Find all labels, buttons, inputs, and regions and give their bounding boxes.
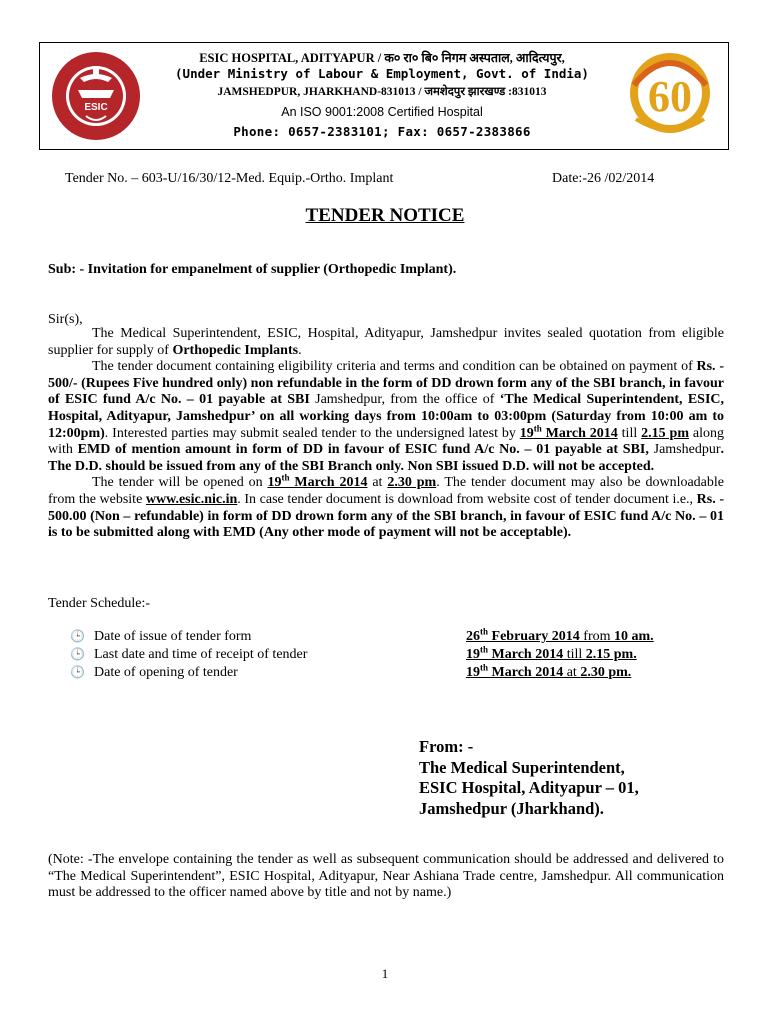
bold-span: ‘The Medical Superintendent, ESIC, Hospital, Adityapur, Jamshedpur’ on all working days from 10:00am to 03:00pm (Saturday from 10:00 am to 12:00pm) xyxy=(48,392,725,441)
header-line-1: ESIC HOSPITAL, ADITYAPUR / क० रा० बि० निगम अस्पताल, आदित्यपुर, xyxy=(199,51,565,65)
schedule-value xyxy=(466,644,637,663)
note-paragraph: (Note: -The envelope containing the tender as well as subsequent communication should be addressed and delivered to “The Medical Superintendent”, ESIC Hospital, Adityapur, Near Ashiana Trade centre, Jamshedpur. All communication must be addressed to the officer named above by title and not by name.) xyxy=(48,852,724,901)
website-link[interactable]: www.esic.nic.in xyxy=(145,491,238,507)
salutation: Sir(s), xyxy=(48,312,83,327)
date-suffix: th xyxy=(480,626,489,637)
schedule-label: Last date and time of receipt of tender xyxy=(94,647,308,662)
page-title: TENDER NOTICE xyxy=(305,205,465,226)
time: 2.15 pm. xyxy=(585,647,637,662)
connector: from xyxy=(579,629,614,644)
text-span: Jamshedpur, from the office of xyxy=(309,392,500,408)
from-label: From: - xyxy=(419,737,474,756)
bold-span: . The D.D. should be issued from any of the SBI Branch only. Non SBI issued D.D. will not be accepted. xyxy=(48,442,725,474)
schedule-value xyxy=(466,662,632,681)
text-span: . In case tender document is download from website cost of tender document i.e., xyxy=(237,491,697,507)
text-span: The tender document containing eligibility criteria and terms and condition can be obtained on payment of xyxy=(92,359,697,375)
schedule-row xyxy=(70,644,690,665)
date-suffix: th xyxy=(480,644,489,655)
clock-icon: 🕒 xyxy=(70,665,85,679)
bold-span: Rs. - 500.00 (Non – refundable) in form of DD drown form any of the SBI branch, in favour of ESIC fund A/c No. – 01 is to be submitted along with EMD (Any other mode of payment will not be acceptable). xyxy=(48,491,724,541)
date-rest: March 2014 xyxy=(289,475,368,491)
date-rest: March 2014 xyxy=(488,647,564,662)
header-line-2: (Under Ministry of Labour & Employment, Govt. of India) xyxy=(175,66,589,81)
text-span: at xyxy=(367,475,388,491)
subject-line: Sub: - Invitation for empanelment of supplier (Orthopedic Implant). xyxy=(48,262,457,277)
tender-date: Date:-26 /02/2014 xyxy=(552,171,655,186)
time: 2.30 pm. xyxy=(580,665,632,680)
date-suffix: th xyxy=(281,472,290,483)
schedule-title: Tender Schedule:- xyxy=(48,596,151,611)
text-span: . xyxy=(298,342,302,358)
bold-span: Rs. - 500/- (Rupees Five hundred only) non refundable in the form of DD drown form any of the SBI branch, in favour of ESIC fund A/c No. – 01 payable at SBI xyxy=(48,359,724,408)
bold-span: Orthopedic Implants xyxy=(172,342,299,358)
bold-span: EMD of mention amount in form of DD in favour of ESIC fund A/c No. – 01 payable at SBI, xyxy=(77,442,649,458)
text-span: The tender will be opened on xyxy=(92,475,268,491)
text-span: till xyxy=(617,425,642,441)
schedule-label: Date of issue of tender form xyxy=(94,629,252,644)
notice-body xyxy=(48,326,724,542)
from-block xyxy=(419,737,639,819)
text-span: . Interested parties may submit sealed tender to the undersigned latest by xyxy=(104,425,520,441)
date-rest: February 2014 xyxy=(488,629,580,644)
date-suffix: th xyxy=(533,422,542,433)
receipt-date xyxy=(519,422,618,441)
from-address-1: ESIC Hospital, Adityapur – 01, xyxy=(419,778,639,797)
date-suffix: th xyxy=(480,662,489,673)
date-day: 19 xyxy=(466,647,480,662)
from-title: The Medical Superintendent, xyxy=(419,757,625,777)
date-day: 26 xyxy=(466,629,480,644)
opening-date xyxy=(267,472,368,491)
from-address-2: Jamshedpur (Jharkhand). xyxy=(419,798,604,818)
emblem-text: ESIC xyxy=(84,102,108,113)
schedule-value xyxy=(466,626,654,645)
schedule-label: Date of opening of tender xyxy=(94,665,238,680)
date-day: 19 xyxy=(466,665,480,680)
esic-emblem-icon xyxy=(50,50,142,142)
clock-icon: 🕒 xyxy=(70,629,85,643)
date-day: 19 xyxy=(267,475,282,491)
text-span: along with xyxy=(48,425,725,458)
paragraph-3 xyxy=(48,472,724,541)
esic-60-years-icon xyxy=(618,45,722,143)
paragraph-1 xyxy=(48,326,724,359)
text-span: Jamshedpur xyxy=(648,442,721,458)
time: 10 am. xyxy=(614,629,654,644)
paragraph-2 xyxy=(48,359,724,475)
sixty-text: 60 xyxy=(648,72,692,121)
connector: till xyxy=(563,647,586,662)
iso-certification: An ISO 9001:2008 Certified Hospital xyxy=(281,105,483,119)
receipt-time: 2.15 pm xyxy=(641,425,689,441)
letterhead xyxy=(39,42,729,150)
tender-number: Tender No. – 603-U/16/30/12-Med. Equip.-Ortho. Implant xyxy=(65,171,394,186)
contact-line: Phone: 0657-2383101; Fax: 0657-2383866 xyxy=(233,124,531,139)
text-span: . The tender document may also be downloadable from the website xyxy=(48,475,724,507)
header-line-3: JAMSHEDPUR, JHARKHAND-831013 / जमशेदपुर झारखण्ड :831013 xyxy=(217,86,547,98)
text-span: The Medical Superintendent, ESIC, Hospital, Adityapur, Jamshedpur invites sealed quotation from eligible supplier for supply of xyxy=(48,326,724,358)
opening-time: 2.30 pm xyxy=(387,475,437,491)
clock-icon: 🕒 xyxy=(70,647,85,661)
date-day: 19 xyxy=(519,425,534,441)
date-rest: March 2014 xyxy=(541,425,618,441)
schedule-row xyxy=(70,626,690,647)
schedule-row xyxy=(70,662,690,683)
page-number: 1 xyxy=(381,966,389,981)
date-rest: March 2014 xyxy=(488,665,564,680)
connector: at xyxy=(563,665,581,680)
